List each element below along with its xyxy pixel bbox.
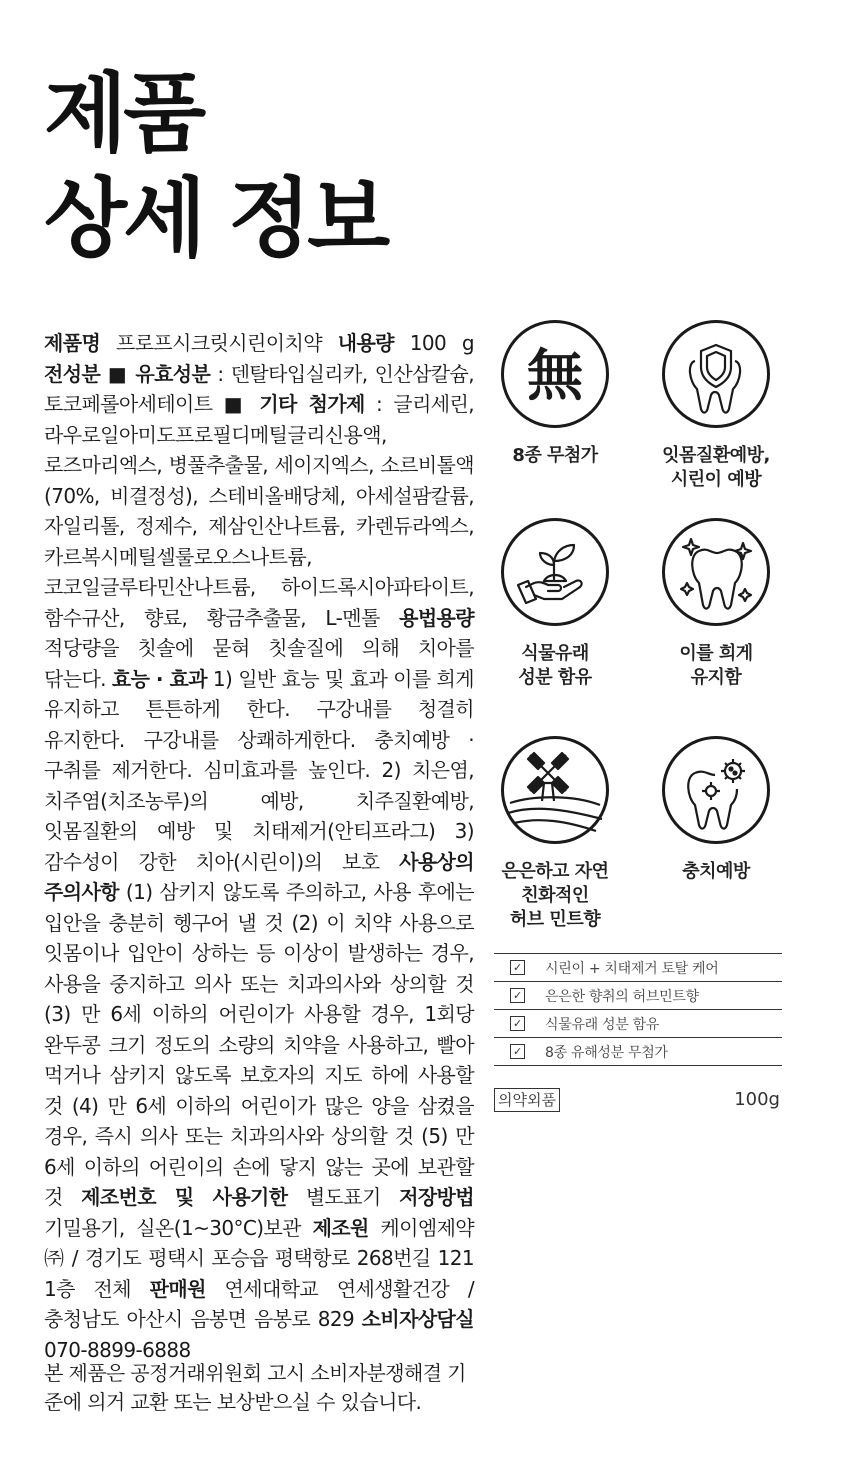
title-line-1: 제품 [44,64,203,164]
checklist-item-label: 은은한 향취의 허브민트향 [545,988,699,1005]
checklist-item [494,1010,782,1038]
feature-plant-derived [470,518,640,690]
tooth-germ-icon [662,736,770,844]
checklist-item [494,954,782,982]
checkbox-icon: ✓ [510,1016,525,1031]
no-additive-icon [501,320,609,428]
description-text: 연세대학교 연세생활건강 / 충청남도 아산시 음봉면 음봉로 829 [44,1276,474,1331]
description-label: 저장방법 [399,1185,474,1209]
feature-label: 은은하고 자연 친화적인 허브 민트향 [501,861,609,930]
hand-plant-icon [501,518,609,626]
feature-herb-mint [470,736,640,932]
description-label: 효능 · 효과 [111,666,207,691]
description-text: 별도표기 [287,1185,400,1209]
checklist-item-label: 8종 유해성분 무첨가 [545,1044,668,1061]
checklist-item-label: 시린이 + 치태제거 토탈 케어 [545,960,719,977]
description-label: ■ 기타 첨가제 [223,392,365,416]
feature-label: 이를 희게 유지함 [679,643,753,688]
description-label: 소비자상담실 [361,1307,474,1331]
quasi-drug-badge: 의약외품 [494,1088,560,1112]
checklist-item-label: 식물유래 성분 함유 [545,1016,660,1033]
feature-label: 식물유래 성분 함유 [518,643,592,688]
description-label: 사용상의 주의사항 [44,849,474,904]
feature-whitening [631,518,801,690]
product-description [44,328,474,1365]
tooth-shield-icon [662,320,770,428]
no-additive-glyph: 無 [527,344,583,409]
net-weight: 100g [734,1089,780,1110]
title-line-2: 상세 정보 [44,169,387,269]
page-title [44,62,804,272]
checklist-item [494,982,782,1010]
feature-label: 잇몸질환예방, 시린이 예방 [662,445,770,490]
description-text: 070-8899-6888 [44,1337,191,1362]
windmill-landscape-icon [501,736,609,844]
description-text: : 글리세린, 라우로일아미도프로필디메틸글리신용액, 로즈마리엑스, 병풀추출물, 세이지엑스, 소르비톨액(70%, 비결정성), 스테비올배당체, 아세설팜칼륨, 자일리톨, 정제수, 제삼인산나트륨, 카렌듀라엑스, 카르복시메틸셀룰로오스나트륨, 코코일글루타민산나트륨, 하이드록시아파타이트, 함수규산, 향료, 황금추출물, L-멘톨 [44,392,474,630]
feature-label: 8종 무첨가 [512,445,598,466]
description-label: 용법용량 [399,605,474,630]
description-label: 판매원 [149,1276,206,1301]
description-label: 내용량 [337,331,394,355]
description-text: : 덴탈타입실리카, 인산삼칼슘, 토코페롤아세테이트 [44,361,474,416]
checkbox-icon: ✓ [510,1044,525,1059]
description-label: 제조원 [312,1215,369,1240]
description-text: 프로프시크릿시린이치약 [100,331,338,355]
feature-cavity-prevention [631,736,801,884]
description-text: 기밀용기, 실온(1~30°C)보관 [44,1215,313,1240]
feature-gum-protection [631,320,801,492]
description-text: (1) 삼키지 않도록 주의하고, 사용 후에는 입안을 충분히 헹구어 낼 것 (2) 이 치약 사용으로 잇몸이나 입안이 상하는 등 이상이 발생하는 경우, 사용을 중지하고 의사 또는 치과의사와 상의할 것 (3) 만 6세 이하의 어린이가 사용할 경우, 1회당 완두콩 크기 정도의 소량의 치약을 사용하고, 빨아 먹거나 삼키지 않도록 보호자의 지도 하에 사용할 것 (4) 만 6세 이하의 어린이가 많은 양을 삼켰을 경우, 즉시 의사 또는 치과의사와 상의할 것 (5) 만 6세 이하의 어린이의 손에 닿지 않는 곳에 보관할 것 [44,880,474,1209]
description-text: 케이엠제약㈜ / 경기도 평택시 포승읍 평택항로 268번길 121 1층 전체 [44,1215,475,1301]
checklist-item [494,1038,782,1066]
description-text: 100 g [393,331,475,355]
feature-no-additive [470,320,640,468]
description-label: 전성분 ■ 유효성분 [44,361,211,386]
consumer-notice: 본 제품은 공정거래위원회 고시 소비자분쟁해결 기준에 의거 교환 또는 보상받으실 수 있습니다. [44,1361,466,1414]
sparkle-tooth-icon [662,518,770,626]
checkbox-icon: ✓ [510,960,525,975]
feature-label: 충치예방 [682,861,750,882]
description-label: 제조번호 및 사용기한 [81,1185,288,1209]
description-text: 적당량을 칫솔에 묻혀 칫솔질에 의해 치아를 닦는다. [44,636,474,691]
feature-checklist [494,953,782,1066]
description-label: 제품명 [44,331,101,355]
description-text: 1) 일반 효능 및 효과 이를 희게 유지하고 튼튼하게 한다. 구강내를 청결히 유지한다. 구강내를 상쾌하게한다. 충치예방 · 구취를 제거한다. 심미효과를 높인다. 2) 치은염, 치주염(치조농루)의 예방, 치주질환예방, 잇몸질환의 예방 및 치태제거(안티프라그) 3) 감수성이 강한 치아(시린이)의 보호 [44,666,474,874]
checkbox-icon: ✓ [510,988,525,1003]
